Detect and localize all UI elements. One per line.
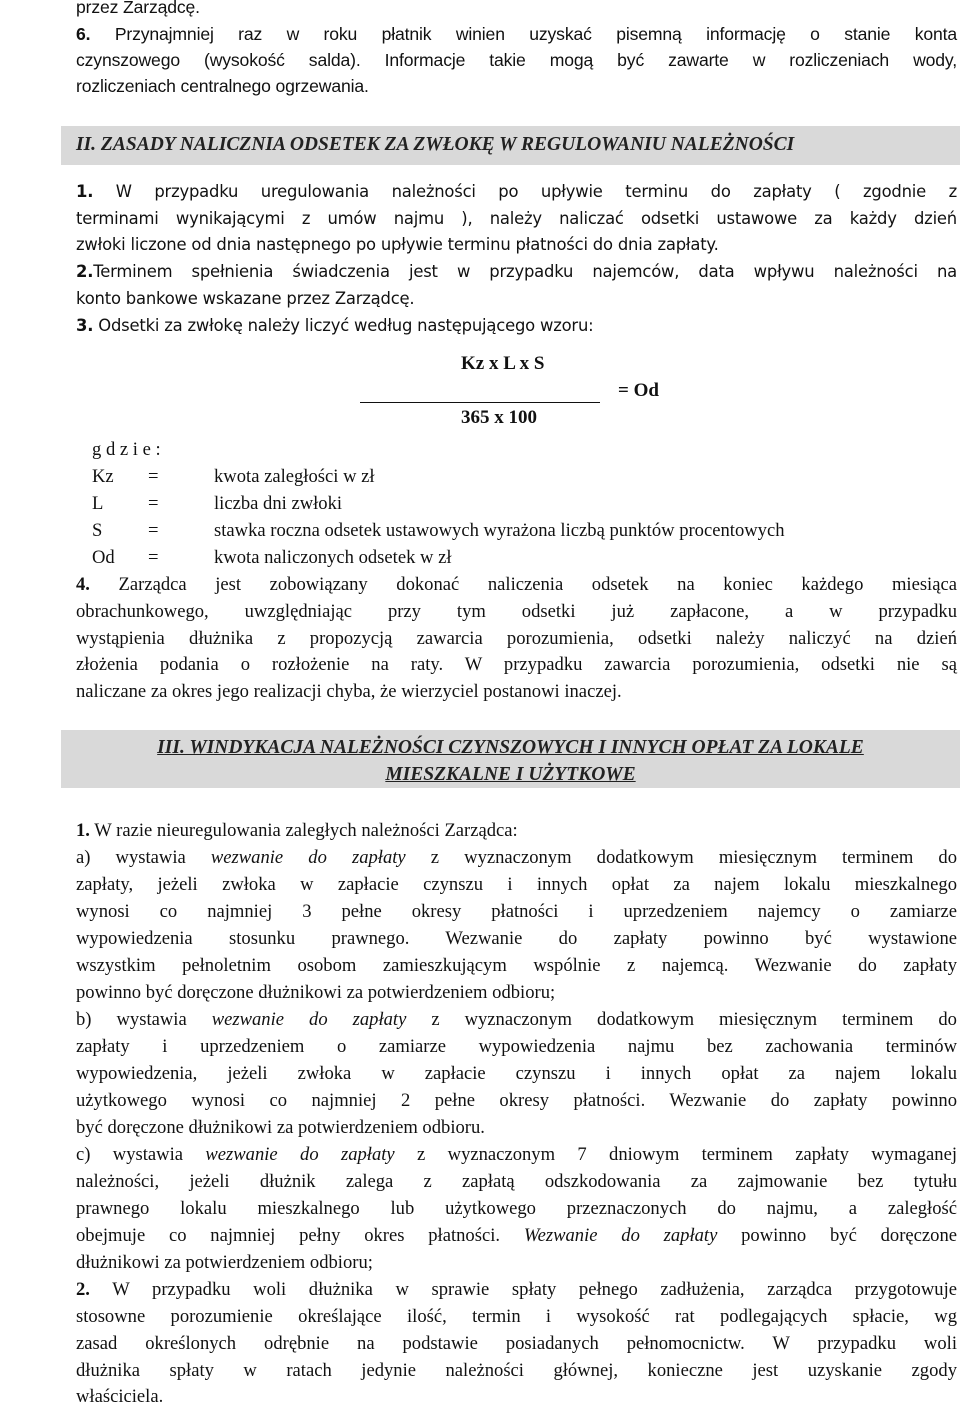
paragraph-text: złożenia podania o rozłożenie na raty. W przypadku zawarcia porozumienia, odsetki nie są xyxy=(76,654,957,675)
formula-fraction-line xyxy=(360,402,600,403)
paragraph-text: Zarządca jest zobowiązany dokonać naliczenia odsetek na koniec każdego miesiąca xyxy=(118,574,957,595)
paragraph-text: stosowne porozumienie określające ilość, termin i wysokość rat podlegających spłacie, wg xyxy=(76,1306,957,1327)
paragraph-text: zapłaty i uprzedzeniem o zamiarze wypowiedzenia najmu bez zachowania terminów xyxy=(76,1036,957,1057)
item-c-line-5 xyxy=(76,1249,957,1276)
s2-paragraph-1-line-2 xyxy=(76,205,957,232)
paragraph-text: wystąpienia dłużnika z propozycją zawarcia porozumienia, odsetki należy naliczyć na dzień xyxy=(76,628,957,649)
s2-paragraph-4-line-1 xyxy=(76,571,957,598)
formula-numerator: Kz x L x S xyxy=(461,353,545,374)
s3-paragraph-2-line-3 xyxy=(76,1330,957,1357)
paragraph-text: terminami wynikającymi z umów najmu ), należy naliczać odsetki ustawowe za każdy dzień xyxy=(76,209,957,228)
item-b-line-2 xyxy=(76,1033,957,1060)
paragraph-text: rozliczeniach centralnego ogrzewania. xyxy=(76,76,369,96)
s2-paragraph-4-line-4 xyxy=(76,651,957,678)
s2-paragraph-4-line-2 xyxy=(76,598,957,625)
item-b-text: z wyznaczonym dodatkowym miesięcznym terminem do xyxy=(406,1009,957,1030)
s3-paragraph-2-line-5 xyxy=(76,1383,957,1410)
paragraph-text: naliczane za okres jego realizacji chyba, że wierzyciel postanowi inaczej. xyxy=(76,681,622,702)
continuation-text: przez Zarządcę. xyxy=(76,0,200,17)
paragraph-text: wypowiedzenia stosunku prawnego. Wezwanie do zapłaty powinno być wystawione xyxy=(76,928,957,949)
s2-paragraph-2-line-1 xyxy=(76,258,957,285)
definition-equals: = xyxy=(148,493,159,514)
item-a-line-6 xyxy=(76,979,957,1006)
paragraph-text: W przypadku woli dłużnika w sprawie spłaty pełnego zadłużenia, zarządca przygotowuje xyxy=(112,1279,957,1300)
section-title-line-1: III. WINDYKACJA NALEŻNOŚCI CZYNSZOWYCH I INNYCH OPŁAT ZA LOKALE xyxy=(157,737,864,758)
s3-paragraph-2-line-1 xyxy=(76,1276,957,1303)
paragraph-text: właściciela. xyxy=(76,1386,164,1407)
item-c-line-3 xyxy=(76,1195,957,1222)
paragraph-text: obrachunkowego, uwzględniając przy tym odsetki już zapłacone, a w przypadku xyxy=(76,601,957,622)
item-c-text: z wyznaczonym 7 dniowym terminem zapłaty wymaganej xyxy=(394,1144,957,1165)
item-a-line-1 xyxy=(76,844,957,871)
s3-paragraph-1-line-1 xyxy=(76,817,957,844)
section-heading-2 xyxy=(61,126,960,165)
paragraph-text: dłużnika spłaty w ratach jedynie należności głównej, konieczne jest uzyskanie zgody xyxy=(76,1360,957,1381)
s2-paragraph-4-line-3 xyxy=(76,625,957,652)
paragraph-text: użytkowego wynosi co najmniej 2 pełne okresy płatności. Wezwanie do zapłaty powinno xyxy=(76,1090,957,1111)
s2-paragraph-1-line-3 xyxy=(76,231,957,258)
paragraph-6-line-1 xyxy=(76,21,957,48)
paragraph-text: W razie nieuregulowania zaległych należności Zarządca: xyxy=(94,820,518,841)
paragraph-text: wypowiedzenia, jeżeli zwłoka w zapłacie czynszu i innych opłat za najem lokalu xyxy=(76,1063,957,1084)
item-b-prefix: b) wystawia xyxy=(76,1009,212,1030)
paragraph-number: 1. xyxy=(76,820,90,841)
paragraph-text: Terminem spełnienia świadczenia jest w przypadku najemców, data wpływu należności na xyxy=(93,262,957,281)
item-c-line-4 xyxy=(76,1222,957,1249)
paragraph-number: 2. xyxy=(76,262,94,281)
paragraph-text: Przynajmniej raz w roku płatnik winien uzyskać pisemną informację o stanie konta xyxy=(114,24,957,44)
definition-equals: = xyxy=(148,520,159,541)
paragraph-text: prawnego lokalu mieszkalnego lub użytkowego przeznaczonych do najmu, a zaległość xyxy=(76,1198,957,1219)
paragraph-number: 1. xyxy=(76,182,94,201)
paragraph-text: zapłaty, jeżeli zwłoka w zapłacie czynszu i innych opłat za najem lokalu mieszkalnego xyxy=(76,874,957,895)
paragraph-text: obejmuje co najmniej pełny okres płatności. xyxy=(76,1225,524,1246)
paragraph-text: W przypadku uregulowania należności po upływie terminu do zapłaty ( zgodnie z xyxy=(115,182,957,201)
item-c-line-1 xyxy=(76,1141,957,1168)
definition-text: stawka roczna odsetek ustawowych wyrażona liczbą punktów procentowych xyxy=(214,520,785,541)
formula-result xyxy=(618,380,659,402)
paragraph-number: 4. xyxy=(76,574,90,595)
definition-text: liczba dni zwłoki xyxy=(214,493,343,514)
paragraph-text: czynszowego (wysokość salda). Informacje takie mogą być zawarte w rozliczeniach wody, xyxy=(76,50,957,70)
definitions-intro: g d z i e : xyxy=(92,439,161,460)
s3-paragraph-2-line-2 xyxy=(76,1303,957,1330)
item-b-line-4 xyxy=(76,1087,957,1114)
paragraph-text: Odsetki za zwłokę należy liczyć według następującego wzoru: xyxy=(98,316,594,335)
section-heading-3 xyxy=(61,730,960,788)
item-a-line-4 xyxy=(76,925,957,952)
item-b-line-3 xyxy=(76,1060,957,1087)
item-a-line-2 xyxy=(76,871,957,898)
formula-result-text: = Od xyxy=(618,380,659,401)
paragraph-6-line-2 xyxy=(76,47,957,74)
paragraph-text: być doręczone dłużnikowi za potwierdzeniem odbioru. xyxy=(76,1117,485,1138)
item-a-line-5 xyxy=(76,952,957,979)
paragraph-text: wszystkim pełnoletnim osobom zamieszkującym wspólnie z najemcą. Wezwanie do zapłaty xyxy=(76,955,957,976)
section-title: II. ZASADY NALICZNIA ODSETEK ZA ZWŁOKĘ W REGULOWANIU NALEŻNOŚCI xyxy=(76,134,795,155)
paragraph-text: należności, jeżeli dłużnik zalega z zapłatą odszkodowania za zajmowanie bez tytułu xyxy=(76,1171,957,1192)
formula-denominator: 365 x 100 xyxy=(461,407,537,428)
item-b-emphasis: wezwanie do zapłaty xyxy=(211,1009,407,1030)
item-c-emphasis: wezwanie do zapłaty xyxy=(205,1144,395,1165)
paragraph-text: wynosi co najmniej 3 pełne okresy płatności i uprzedzeniem najemcy o zamiarze xyxy=(76,901,957,922)
s2-paragraph-2-line-2 xyxy=(76,285,957,312)
item-b-line-1 xyxy=(76,1006,957,1033)
paragraph-text: powinno być doręczone xyxy=(717,1225,957,1246)
item-c-emphasis-2: Wezwanie do zapłaty xyxy=(523,1225,718,1246)
paragraph-text: powinno być doręczone dłużnikowi za potwierdzeniem odbioru; xyxy=(76,982,556,1003)
definition-symbol: L xyxy=(92,493,104,514)
item-a-prefix: a) wystawia xyxy=(76,847,211,868)
paragraph-text: dłużnikowi za potwierdzeniem odbioru; xyxy=(76,1252,373,1273)
paragraph-text: konto bankowe wskazane przez Zarządcę. xyxy=(76,289,415,308)
paragraph-number: 6. xyxy=(76,24,91,44)
section-title-line-2: MIESZKALNE I UŻYTKOWE xyxy=(385,764,636,785)
paragraph-number: 2. xyxy=(76,1279,90,1300)
definition-symbol: S xyxy=(92,520,103,541)
paragraph-number: 3. xyxy=(76,316,94,335)
s3-paragraph-2-line-4 xyxy=(76,1357,957,1384)
item-a-line-3 xyxy=(76,898,957,925)
definition-equals: = xyxy=(148,466,159,487)
definition-symbol: Od xyxy=(92,547,115,568)
item-c-line-2 xyxy=(76,1168,957,1195)
s2-paragraph-3-line-1 xyxy=(76,312,957,339)
paragraph-text: zwłoki liczone od dnia następnego po upływie terminu płatności do dnia zapłaty. xyxy=(76,235,719,254)
text-line xyxy=(76,0,957,21)
definition-symbol: Kz xyxy=(92,466,114,487)
item-a-text: z wyznaczonym dodatkowym miesięcznym terminem do xyxy=(405,847,957,868)
definition-text: kwota naliczonych odsetek w zł xyxy=(214,547,452,568)
paragraph-6-line-3 xyxy=(76,73,957,100)
definition-text: kwota zaległości w zł xyxy=(214,466,375,487)
item-b-line-5 xyxy=(76,1114,957,1141)
item-a-emphasis: wezwanie do zapłaty xyxy=(210,847,406,868)
s2-paragraph-1-line-1 xyxy=(76,178,957,205)
item-c-prefix: c) wystawia xyxy=(76,1144,206,1165)
definition-equals: = xyxy=(148,547,159,568)
s2-paragraph-4-line-5 xyxy=(76,678,957,705)
paragraph-text: zasad określonych odrębnie na podstawie posiadanych pełnomocnictw. W przypadku woli xyxy=(76,1333,957,1354)
